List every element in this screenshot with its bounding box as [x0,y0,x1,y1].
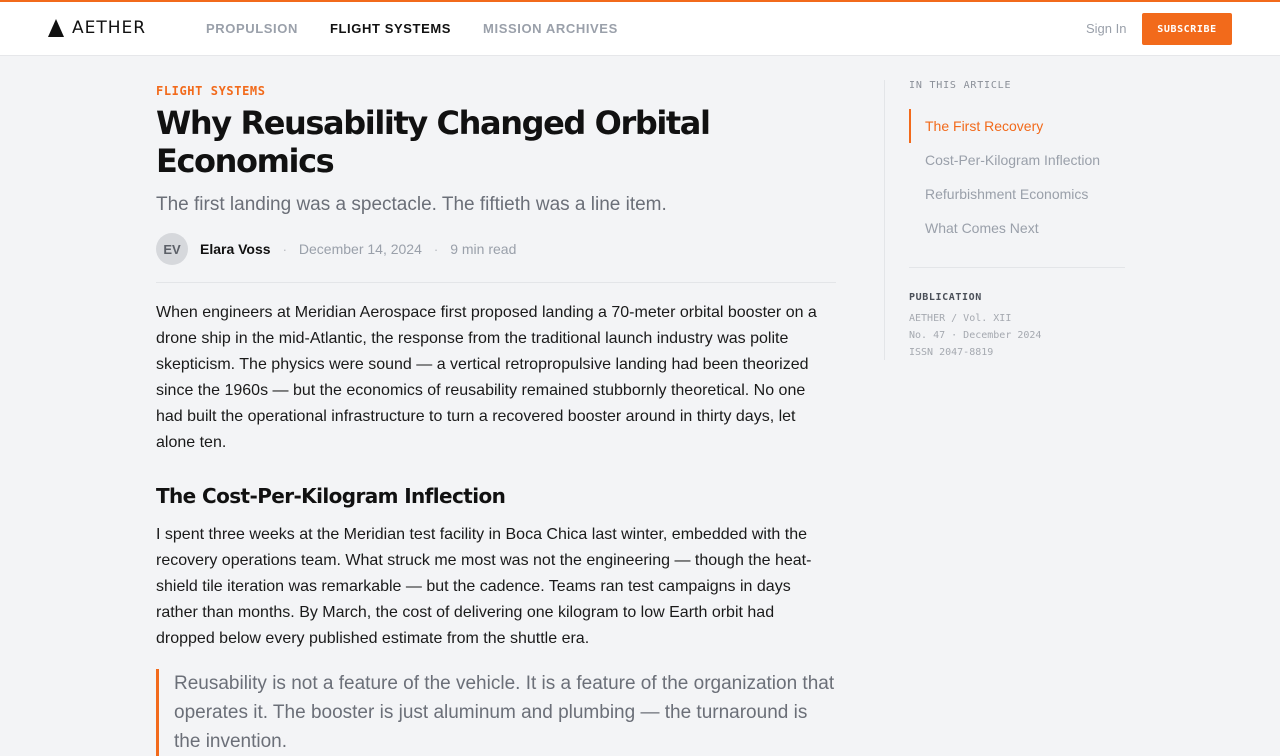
publication-volume: AETHER / Vol. XII [909,313,1012,324]
toc-item-refurbishment-economics[interactable]: Refurbishment Economics [925,186,1089,202]
brand-logo[interactable] [48,18,146,38]
toc-heading: IN THIS ARTICLE [909,80,1012,91]
pull-quote: Reusability is not a feature of the vehicle. It is a feature of the organization that operates it. The booster is just aluminum and plumbing — the turnaround is the invention. [156,669,836,756]
publication-issn: ISSN 2047-8819 [909,347,994,358]
triangle-logo-icon [48,19,64,37]
byline-separator: · [282,241,287,257]
nav-link-flight-systems[interactable]: FLIGHT SYSTEMS [329,21,452,36]
toc-list [909,109,1127,245]
table-of-contents [884,80,1126,360]
read-time: 9 min read [450,241,517,258]
nav-link-mission-archives[interactable]: MISSION ARCHIVES [483,21,618,36]
toc-item-first-recovery[interactable]: The First Recovery [909,109,1127,143]
article-subtitle: The first landing was a spectacle. The fiftieth was a line item. [156,193,667,215]
author-name[interactable]: Elara Voss [200,241,271,258]
toc-item-cost-per-kilogram[interactable]: Cost-Per-Kilogram Inflection [925,152,1101,168]
sign-in-link[interactable]: Sign In [1086,21,1127,36]
article-body [156,84,836,756]
subscribe-button[interactable]: SUBSCRIBE [1142,13,1232,45]
nav-link-propulsion[interactable]: PROPULSION [206,21,298,36]
byline-separator: · [433,241,439,257]
primary-nav [206,21,618,36]
sidebar-divider [909,267,1125,268]
article-category-kicker[interactable]: FLIGHT SYSTEMS [156,84,266,98]
article-paragraph: When engineers at Meridian Aerospace first proposed landing a 70-meter orbital booster on a drone ship in the mid-Atlantic, the response from the traditional launch industry was polite skepticism. The physics were sound — a vertical retropropulsive landing had been theorized since the 1960s — but the economics of reusability remained stubbornly theoretical. No one had built the operational infrastructure to turn a recovered booster around in thirty days, let alone ten. [156,304,817,452]
article-paragraph: I spent three weeks at the Meridian test facility in Boca Chica last winter, embedded with the recovery operations team. What struck me most was not the engineering — though the heat-shield tile iteration was remarkable — but the cadence. Teams ran test campaigns in days rather than months. By March, the cost of delivering one kilogram to low Earth orbit had dropped below every published estimate from the shuttle era. [156,526,812,648]
top-navigation-bar [0,2,1280,56]
publish-date: December 14, 2024 [298,241,422,258]
publication-issue: No. 47 · December 2024 [909,330,1042,341]
toc-item-what-comes-next[interactable]: What Comes Next [925,220,1039,236]
article-title: Why Reusability Changed Orbital Economics [156,104,710,181]
byline-divider [156,282,836,283]
publication-heading: PUBLICATION [909,292,982,303]
author-avatar[interactable]: EV [156,233,188,265]
article-byline [156,233,836,265]
brand-name: AETHER [72,18,147,38]
section-heading: The Cost-Per-Kilogram Inflection [156,484,506,509]
